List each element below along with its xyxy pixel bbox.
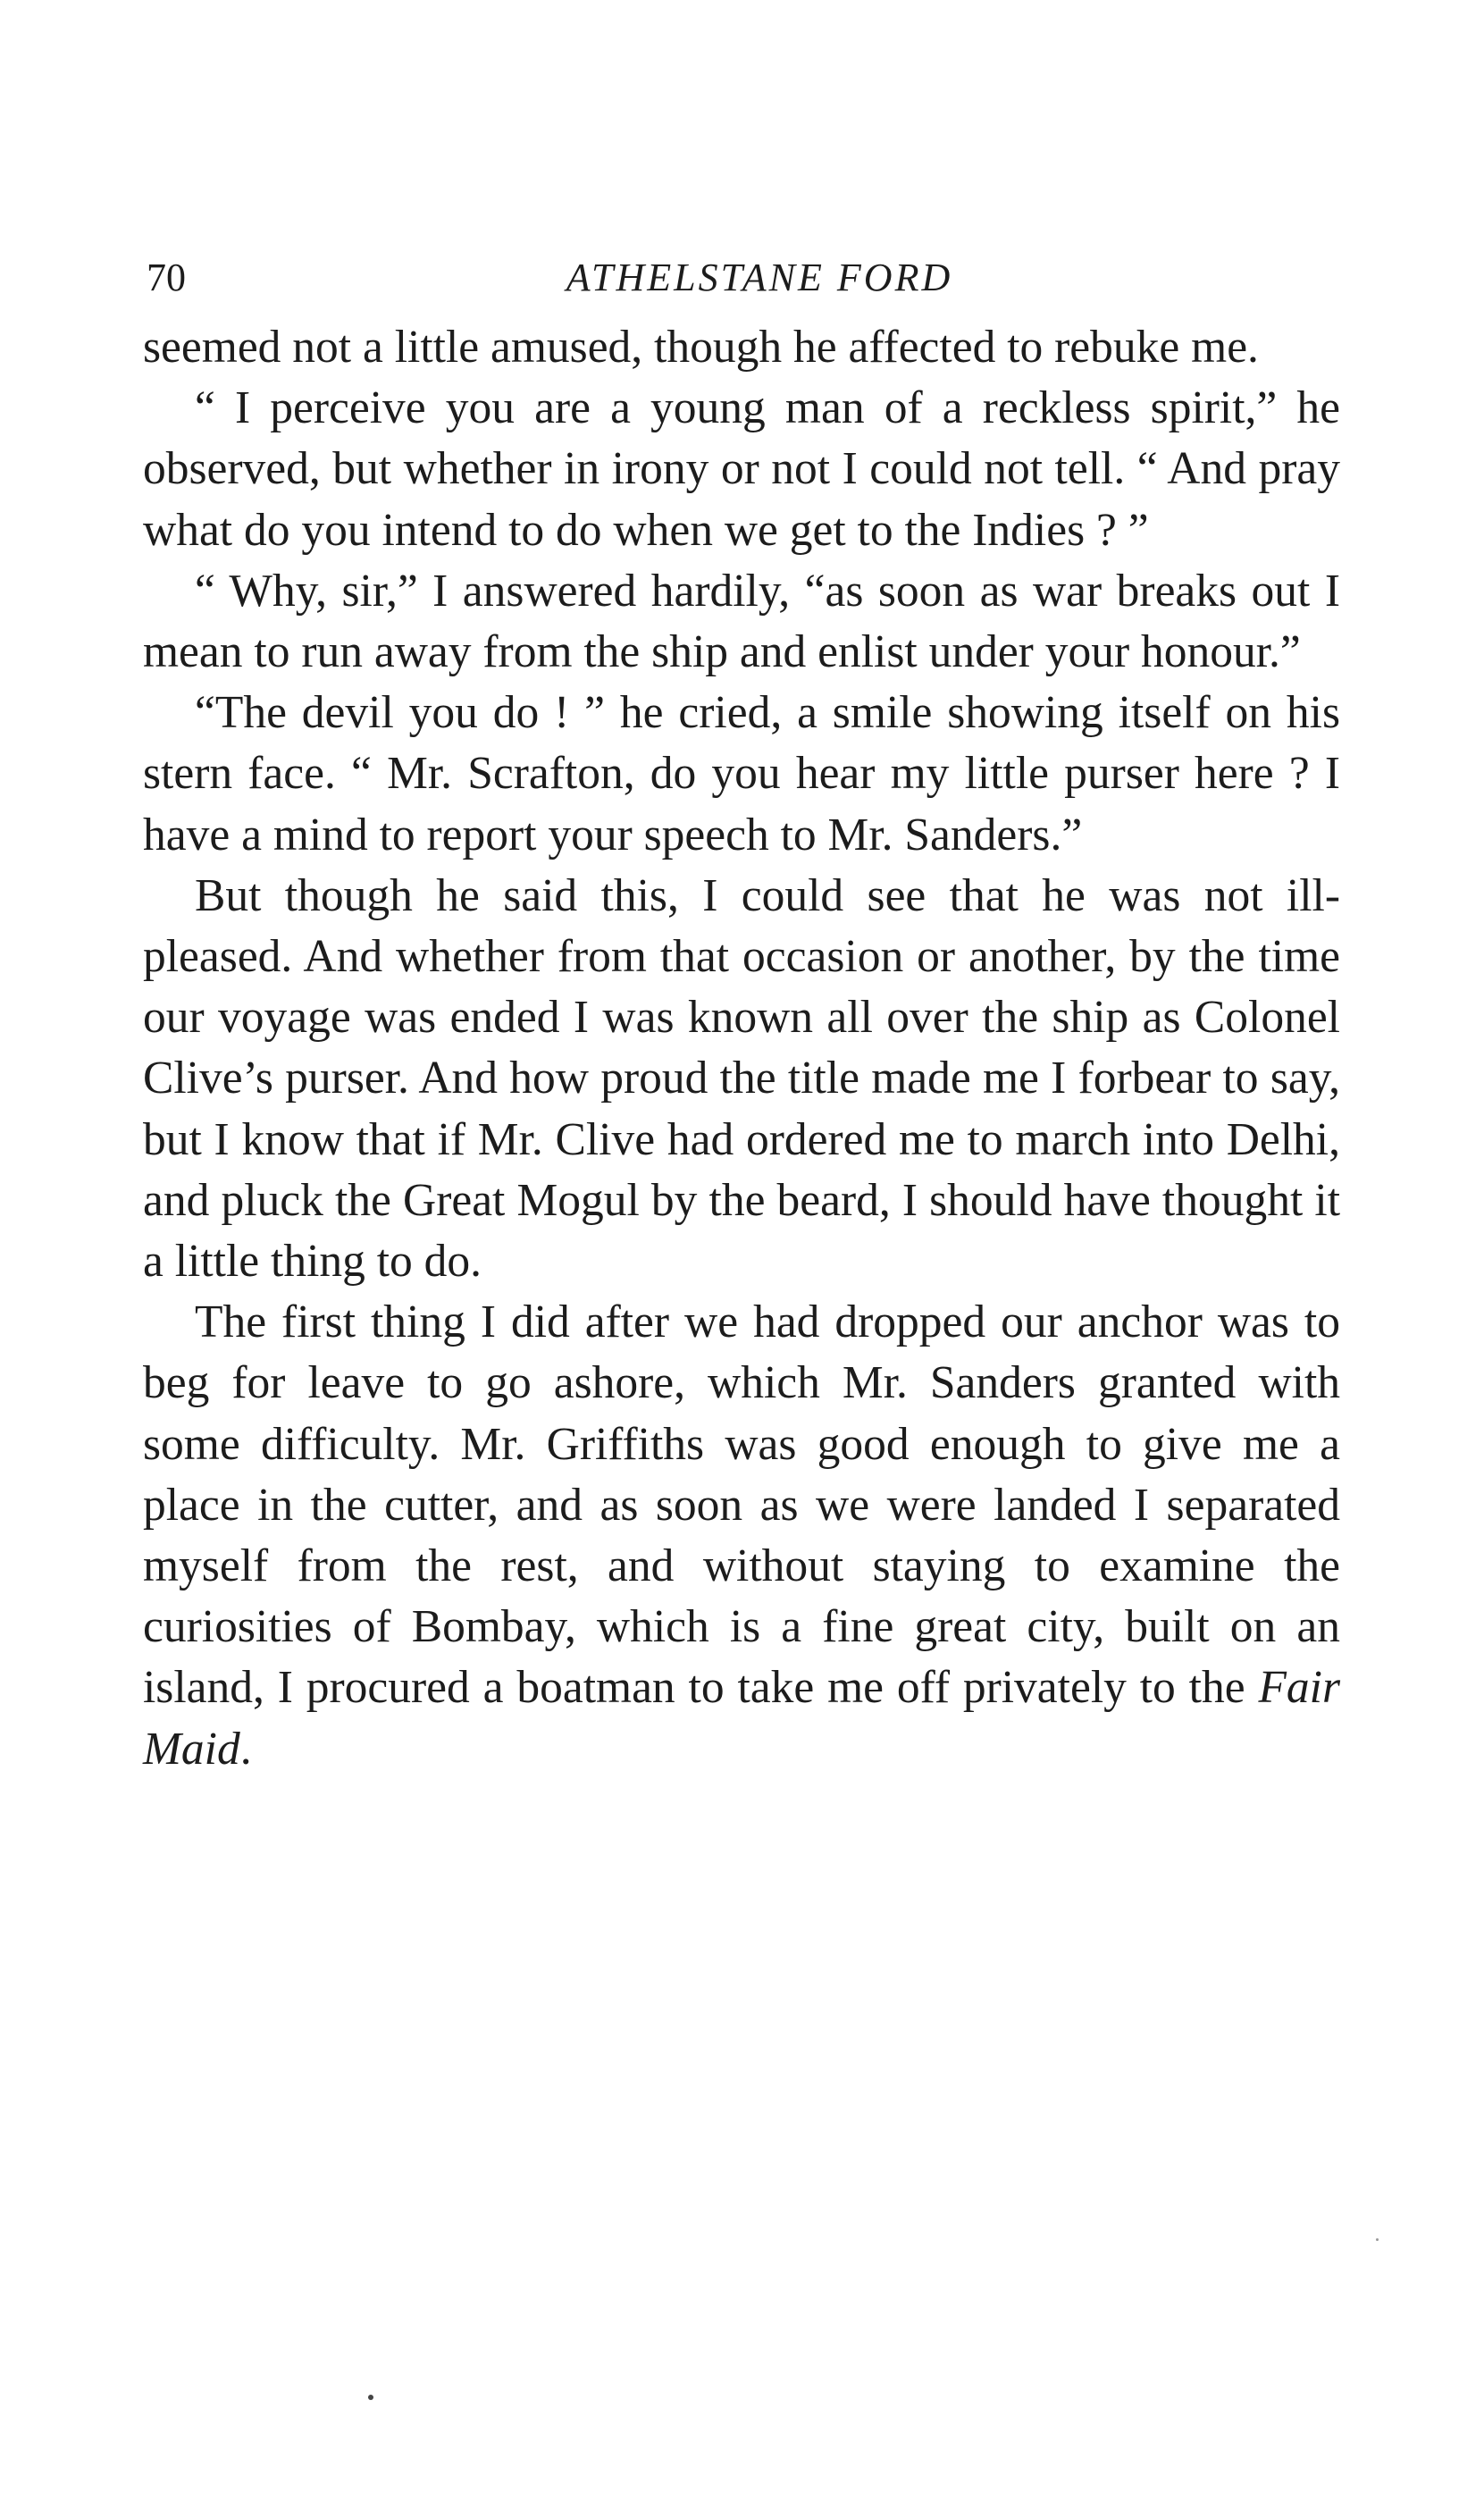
page-number: 70	[147, 256, 186, 299]
paragraph-1: seemed not a little amused, though he affected to rebuke me.	[143, 322, 1259, 373]
paragraph-5: But though he said this, I could see that he was not ill-pleased. And whether from that occasion or another, by the time our voyage was ended I was known all over the ship as Colonel Clive’s purser. And how proud the title made me I forbear to say, but I know that if Mr. Clive had ordered me to march into Delhi, and pluck the Great Mogul by the beard, I should have thought it a little thing to do.	[143, 869, 1340, 1288]
book-page	[143, 255, 1340, 1780]
paragraph-2: “ I perceive you are a young man of a reckless spirit,” he observed, but whether in irony or not I could not tell. “ And pray what do you intend to do when we get to the Indies ? ”	[143, 382, 1340, 556]
body-text	[143, 317, 1340, 1780]
paper-speck	[368, 2395, 373, 2400]
paragraph-4: “The devil you do ! ” he cried, a smile showing itself on his stern face. “ Mr. Scrafton, do you hear my little purser here ? I have a mind to report your speech to Mr. Sanders.”	[143, 687, 1340, 860]
paper-speck	[1376, 2238, 1379, 2241]
paragraph-3: “ Why, sir,” I answered hardily, “as soon as war breaks out I mean to run away from the ship and enlist under your honour.”	[143, 565, 1340, 678]
running-title: ATHELSTANE FORD	[566, 256, 953, 299]
running-head	[143, 255, 1340, 317]
paragraph-6-text: The first thing I did after we had dropped our anchor was to beg for leave to go ashore, which Mr. Sanders granted with some difficulty. Mr. Griffiths was good enough to give me a place in the cutter, and as soon as we were landed I separated myself from the rest, and without staying to examine the curiosities of Bombay, which is a fine great city, built on an island, I procured a boatman to take me off privately to the	[143, 1297, 1340, 1714]
paragraph-6	[143, 1292, 1340, 1780]
paragraph-6-punct: .	[239, 1723, 252, 1775]
ship-name: Fair Maid	[143, 1662, 1340, 1775]
